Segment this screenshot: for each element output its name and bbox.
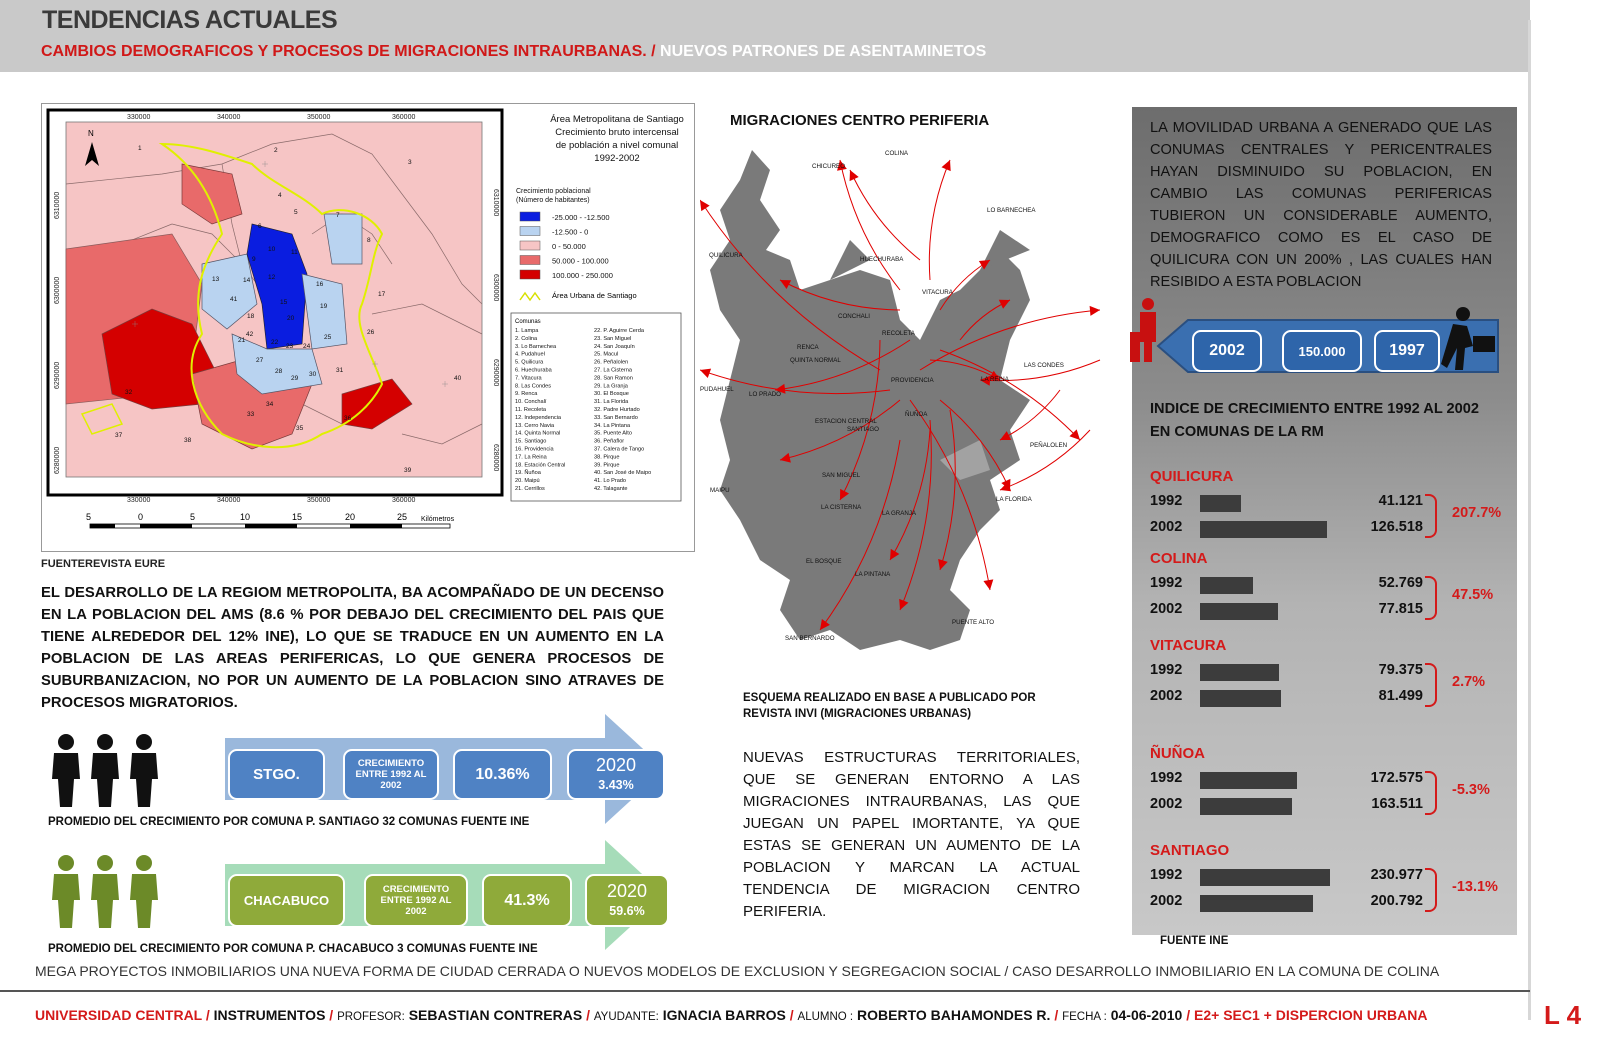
migration-arrowhead <box>700 200 710 211</box>
comuna-item: 21. Cerrillos <box>515 486 545 492</box>
arrow-year-2002: 2002 <box>1192 330 1262 372</box>
population-value: 230.977 <box>1370 867 1423 883</box>
commune-number: 9 <box>252 256 256 263</box>
box-stgo-growth-label: CRECIMIENTO ENTRE 1992 AL 2002 <box>343 749 439 800</box>
footer-divider <box>0 990 1530 992</box>
people-icons-black <box>48 733 166 812</box>
population-bar <box>1200 521 1327 538</box>
migration-arrowhead <box>983 579 993 590</box>
comuna-item: 13. Cerro Navia <box>515 422 555 429</box>
growth-map-svg <box>42 104 694 551</box>
growth-percent: -5.3% <box>1452 782 1490 798</box>
course-name: E2+ SEC1 + DISPERCION URBANA <box>1194 1007 1428 1023</box>
comuna-item: 23. San Miguel <box>594 335 632 342</box>
commune-number: 15 <box>280 299 288 306</box>
comuna-item: 31. La Florida <box>594 399 629 406</box>
box-stgo-2020-year: 2020 <box>595 754 637 775</box>
urban-area-label: Área Urbana de Santiago <box>552 291 637 300</box>
change-bracket <box>1425 771 1437 815</box>
district-label: SANTIAGO <box>847 426 879 433</box>
commune-name: SANTIAGO <box>1150 842 1230 859</box>
map-y-tick: 6310000 <box>54 191 61 219</box>
box-stgo-2020-value: 3.43% <box>598 777 634 792</box>
change-bracket <box>1425 663 1437 707</box>
chart-source: FUENTE INE <box>1160 935 1229 947</box>
commune-number: 12 <box>268 274 276 281</box>
commune-number: 26 <box>367 329 375 336</box>
district-label: MAIPU <box>710 487 730 494</box>
population-bar <box>1200 772 1297 789</box>
scale-tick: 20 <box>345 512 356 522</box>
population-bar <box>1200 895 1313 912</box>
comuna-item: 36. Peñaflor <box>594 438 625 445</box>
district-label: LA GRANJA <box>882 510 917 517</box>
commune-number: 13 <box>212 276 220 283</box>
population-bar <box>1200 577 1253 594</box>
assistant-label: AYUDANTE: <box>593 1011 659 1023</box>
population-value: 41.121 <box>1378 493 1423 509</box>
district-label: PUDAHUEL <box>700 386 734 393</box>
migration-scheme <box>700 140 1120 675</box>
commune-number: 31 <box>336 367 344 374</box>
district-label: RENCA <box>797 344 819 351</box>
commune-number: 34 <box>266 401 274 408</box>
scale-unit: Kilómetros <box>421 516 455 523</box>
comuna-item: 25. Macul <box>594 351 619 358</box>
district-label: EL BOSQUE <box>806 558 842 565</box>
comuna-item: 39. Pirque <box>594 462 620 469</box>
page-subtitle <box>41 43 986 61</box>
year-label: 2002 <box>1150 893 1183 909</box>
comuna-item: 6. Huechuraba <box>515 367 552 374</box>
legend-title: Crecimiento poblacional <box>516 188 591 195</box>
commune-number: 17 <box>378 291 386 298</box>
scale-tick: 5 <box>86 512 92 522</box>
map-y-tick: 6290000 <box>54 361 61 389</box>
comuna-item: 33. San Bernardo <box>594 414 638 421</box>
map-y-tick-right: 6280000 <box>492 444 499 472</box>
migration-scheme-svg <box>700 140 1120 670</box>
comuna-item: 16. Providencia <box>515 446 554 453</box>
commune-number: 33 <box>247 411 255 418</box>
commune-number: 20 <box>287 315 295 322</box>
mobility-paragraph: LA MOVILIDAD URBANA A GENERADO QUE LAS CONUMAS CENTRALES Y PERICENTRALES HAYAN DISMINUIDO SU POBLACION, EN CAMBIO LAS COMUNAS PERIFERICAS TUBIERON UN CONSIDERABLE AUMENTO, DEMOGRAFICO COMO ES EL CASO DE QUILICURA CON UN 200% , LAS CUALES HAN RESIBIDO A ESTA POBLACION <box>1150 120 1492 290</box>
district-label: LA CISTERNA <box>821 504 862 511</box>
box-chacabuco: CHACABUCO <box>228 874 345 927</box>
scale-tick: 0 <box>138 512 144 522</box>
comuna-item: 38. Pirque <box>594 454 620 461</box>
scale-tick: 10 <box>240 512 251 522</box>
comuna-item: 11. Recoleta <box>515 407 546 413</box>
year-label: 2002 <box>1150 601 1183 617</box>
comuna-item: 37. Calera de Tango <box>594 446 645 453</box>
map-x-tick: 340000 <box>217 497 241 504</box>
commune-number: 2 <box>274 147 278 154</box>
commune-number: 10 <box>268 246 276 253</box>
map-x-tick: 350000 <box>307 497 331 504</box>
district-label: PUENTE ALTO <box>952 619 995 626</box>
comuna-item: 40. San José de Maipo <box>594 470 652 477</box>
commune-number: 38 <box>184 437 192 444</box>
district-label: SAN MIGUEL <box>822 472 861 479</box>
change-bracket <box>1425 576 1437 620</box>
year-label: 1992 <box>1150 493 1183 509</box>
district-label: ESTACION CENTRAL <box>815 418 877 425</box>
paragraph-suburbanization: EL DESARROLLO DE LA REGIOM METROPOLITA, BA ACOMPAÑADO DE UN DECENSO EN LA POBLACION DEL AMS (8.6 % POR DEBAJO DEL CRECIMIENTO DEL PAIS QUE TIENE ALREDEDOR DEL 12% INE), LO QUE SE TRADUCE EN UN AUMENTO EN LA POBLACION DE LAS AREAS PERIFERICAS, LO QUE GENERA PROCESOS DE SUBURBANIZACION, NO POR UN AUMENTO DE LA POBLACION SINO ATRAVES DE PROCESOS MIGRATORIOS. <box>41 585 664 711</box>
commune-number: 30 <box>309 371 317 378</box>
year-label: 2002 <box>1150 796 1183 812</box>
map-y-tick-right: 6300000 <box>492 274 499 302</box>
date-label: FECHA : <box>1062 1011 1107 1023</box>
change-bracket <box>1425 868 1437 912</box>
subtitle-red: CAMBIOS DEMOGRAFICOS Y PROCESOS DE MIGRACIONES INTRAURBANAS. / <box>41 43 656 60</box>
commune-number: 16 <box>316 281 324 288</box>
box-stgo-2020 <box>567 749 665 800</box>
year-label: 1992 <box>1150 867 1183 883</box>
subtitle-white: NUEVOS PATRONES DE ASENTAMINETOS <box>660 43 987 60</box>
growth-percent: 47.5% <box>1452 587 1494 603</box>
district-label: HUECHURABA <box>860 256 904 263</box>
district-label: COLINA <box>885 150 909 157</box>
comuna-item: 34. La Pintana <box>594 422 631 429</box>
caption-chacabuco: PROMEDIO DEL CRECIMIENTO POR COMUNA P. CHACABUCO 3 COMUNAS FUENTE INE <box>48 943 538 955</box>
commune-number: 24 <box>303 343 311 350</box>
map-y-tick-right: 6310000 <box>492 189 499 217</box>
population-value: 52.769 <box>1378 575 1423 591</box>
footer-slash: / <box>1186 1007 1191 1023</box>
commune-number: 8 <box>367 237 371 244</box>
commune-number: 5 <box>294 209 298 216</box>
comunas-title: Comunas <box>515 319 541 325</box>
growth-percent: -13.1% <box>1452 879 1498 895</box>
legend-label: 0 - 50.000 <box>552 242 586 251</box>
district-label: QUILICURA <box>709 252 743 259</box>
commune-name: VITACURA <box>1150 637 1227 654</box>
paragraph-territorial: NUEVAS ESTRUCTURAS TERRITORIALES, QUE SE GENERAN ENTORNO A LAS MIGRACIONES INTRAURBANAS, LAS QUE JUEGAN UN PAPEL IMORTANTE, YA QUE ESTAS SE GENERAN UN AUMENTO DE LA POBLACION Y MARCAN LA ACTUAL TENDENCIA DE MIGRACION CENTRO PERIFERIA. <box>743 749 1080 920</box>
growth-map <box>41 103 695 552</box>
population-bar <box>1200 495 1241 512</box>
district-label: CHICUREO <box>812 163 846 170</box>
legend-swatch <box>520 212 540 221</box>
commune-number: 18 <box>247 313 255 320</box>
change-bracket <box>1425 494 1437 538</box>
migration-caption: ESQUEMA REALIZADO EN BASE A PUBLICADO POR REVISTA INVI (MIGRACIONES URBANAS) <box>743 692 1036 720</box>
district-label: SAN BERNARDO <box>785 635 835 642</box>
migration-arrow <box>929 160 950 280</box>
district-label: PROVIDENCIA <box>891 377 934 384</box>
map-title-line: Crecimiento bruto intercensal <box>555 127 679 138</box>
legend-title: (Número de habitantes) <box>516 197 590 204</box>
date: 04-06-2010 <box>1110 1007 1183 1023</box>
comuna-item: 42. Talagante <box>594 486 628 492</box>
commune-number: 37 <box>115 432 123 439</box>
population-value: 81.499 <box>1378 688 1423 704</box>
growth-percent: 207.7% <box>1452 505 1502 521</box>
district-label: LO BARNECHEA <box>987 207 1036 214</box>
commune-name: ÑUÑOA <box>1150 745 1205 762</box>
professor: SEBASTIAN CONTRERAS <box>408 1007 583 1023</box>
commune-number: 6 <box>258 223 262 230</box>
commune-number: 19 <box>320 303 328 310</box>
comuna-item: 14. Quinta Normal <box>515 430 561 437</box>
comuna-item: 28. San Ramon <box>594 375 633 382</box>
map-y-tick: 6300000 <box>54 276 61 304</box>
right-divider <box>1528 20 1531 1020</box>
comuna-item: 22. P. Aguirre Cerda <box>594 328 644 334</box>
commune-name: COLINA <box>1150 550 1208 567</box>
footer-slash: / <box>205 1007 210 1023</box>
population-value: 77.815 <box>1378 601 1423 617</box>
comuna-item: 30. El Bosque <box>594 391 629 398</box>
footer-credits <box>35 1007 1427 1023</box>
box-chacabuco-growth-value: 41.3% <box>482 874 572 927</box>
comuna-item: 15. Santiago <box>515 438 547 445</box>
commune-number: 32 <box>125 389 133 396</box>
district-label: PEÑALOLEN <box>1030 442 1068 449</box>
footer-slash: / <box>329 1007 334 1023</box>
district-label: VITACURA <box>922 289 953 296</box>
population-bar <box>1200 690 1281 707</box>
district-label: LAS CONDES <box>1024 362 1064 369</box>
page-number: L 4 <box>1544 1000 1582 1030</box>
population-value: 172.575 <box>1370 770 1423 786</box>
box-chacabuco-2020 <box>585 874 669 927</box>
commune-number: 28 <box>275 368 283 375</box>
comuna-item: 27. La Cisterna <box>594 367 632 374</box>
commune-number: 22 <box>271 339 279 346</box>
year-label: 1992 <box>1150 662 1183 678</box>
comuna-item: 10. Conchalí <box>515 399 547 406</box>
comuna-item: 12. Independencia <box>515 414 562 421</box>
legend-label: -25.000 - -12.500 <box>552 213 610 222</box>
year-label: 2002 <box>1150 688 1183 704</box>
course-type: INSTRUMENTOS <box>213 1007 326 1023</box>
district-label: ÑUÑOA <box>905 411 928 418</box>
population-value: 163.511 <box>1371 796 1423 812</box>
box-chacabuco-growth-label: CRECIMIENTO ENTRE 1992 AL 2002 <box>364 874 468 927</box>
comuna-item: 32. Padre Hurtado <box>594 407 640 413</box>
university: UNIVERSIDAD CENTRAL <box>35 1007 202 1023</box>
growth-percent: 2.7% <box>1452 674 1486 690</box>
footer-slash: / <box>789 1007 794 1023</box>
scale-tick: 25 <box>397 512 408 522</box>
commune-number: 39 <box>404 467 412 474</box>
population-bar <box>1200 603 1278 620</box>
commune-number: 21 <box>238 337 246 344</box>
commune-number: 3 <box>408 159 412 166</box>
map-y-tick: 6280000 <box>54 446 61 474</box>
migration-title: MIGRACIONES CENTRO PERIFERIA <box>730 112 990 129</box>
legend-label: 100.000 - 250.000 <box>552 271 613 280</box>
population-value: 126.518 <box>1370 519 1423 535</box>
population-value: 200.792 <box>1370 893 1423 909</box>
comuna-item: 35. Puente Alto <box>594 430 632 437</box>
year-label: 1992 <box>1150 770 1183 786</box>
district-label: LA FLORIDA <box>996 496 1032 503</box>
map-x-tick: 330000 <box>127 497 151 504</box>
comuna-item: 4. Pudahuel <box>515 351 545 358</box>
map-title-line: 1992-2002 <box>594 153 640 164</box>
student: ROBERTO BAHAMONDES R. <box>857 1007 1051 1023</box>
legend-swatch <box>520 227 540 236</box>
footer-slash: / <box>1054 1007 1059 1023</box>
district-label: QUINTA NORMAL <box>790 357 841 364</box>
district-label: CONCHALI <box>838 313 870 320</box>
map-title-line: Área Metropolitana de Santiago <box>550 114 684 125</box>
commune-number: 29 <box>291 375 299 382</box>
commune-number: 27 <box>256 357 264 364</box>
comuna-item: 19. Ñuñoa <box>515 470 541 477</box>
migration-arrow <box>850 170 920 260</box>
commune-number: 42 <box>246 331 254 338</box>
box-chacabuco-2020-year: 2020 <box>606 880 648 901</box>
population-bar <box>1200 664 1279 681</box>
arrow-year-1997: 1997 <box>1374 330 1440 372</box>
arrow-value: 150.000 <box>1282 330 1362 372</box>
comuna-item: 17. La Reina <box>515 454 547 461</box>
comuna-item: 3. Lo Barnechea <box>515 343 557 350</box>
year-label: 2002 <box>1150 519 1183 535</box>
box-stgo: STGO. <box>228 749 325 800</box>
migration-arrowhead <box>1090 306 1100 316</box>
comuna-item: 8. Las Condes <box>515 383 552 390</box>
comuna-item: 24. San Joaquín <box>594 343 635 350</box>
map-title-line: de población a nivel comunal <box>555 140 679 151</box>
commune-number: 36 <box>344 415 352 422</box>
scale-tick: 5 <box>190 512 196 522</box>
legend-label: 50.000 - 100.000 <box>552 256 609 266</box>
people-icons-green <box>48 854 166 933</box>
comuna-item: 1. Lampa <box>515 328 539 334</box>
legend-swatch <box>520 241 540 250</box>
comuna-item: 2. Colina <box>515 335 538 342</box>
professor-label: PROFESOR: <box>337 1011 405 1023</box>
commune-name: QUILICURA <box>1150 468 1234 485</box>
comuna-item: 29. La Granja <box>594 383 628 390</box>
commune-number: 35 <box>296 425 304 432</box>
district-label: LA PINTANA <box>855 571 891 578</box>
map-x-tick: 360000 <box>392 114 416 121</box>
commune-number: 14 <box>243 277 251 284</box>
comuna-item: 20. Maipú <box>515 478 540 485</box>
caption-stgo: PROMEDIO DEL CRECIMIENTO POR COMUNA P. SANTIAGO 32 COMUNAS FUENTE INE <box>48 816 530 828</box>
comuna-item: 9. Renca <box>515 391 538 398</box>
district-label: LO PRADO <box>749 391 781 398</box>
map-x-tick: 350000 <box>307 114 331 121</box>
page-title: TENDENCIAS ACTUALES <box>42 6 338 34</box>
scale-tick: 15 <box>292 512 303 522</box>
commune-number: 7 <box>336 212 340 219</box>
map-x-tick: 360000 <box>392 497 416 504</box>
legend-swatch <box>520 270 540 279</box>
map-y-tick-right: 6290000 <box>492 359 499 387</box>
map-source: FUENTEREVISTA EURE <box>41 558 166 570</box>
district-label: LA REINA <box>981 376 1009 383</box>
project-title-line: MEGA PROYECTOS INMOBILIARIOS UNA NUEVA FORMA DE CIUDAD CERRADA O NUEVOS MODELOS DE EXCLUSION Y SEGREGACION SOCIAL / CASO DESARROLLO INMOBILIARIO EN LA COMUNA DE COLINA <box>35 963 1440 979</box>
north-label: N <box>88 129 94 138</box>
commune-number: 4 <box>278 192 282 199</box>
commune-number: 23 <box>286 343 294 350</box>
population-bar <box>1200 869 1330 886</box>
comuna-item: 7. Vitacura <box>515 375 542 382</box>
commune-number: 25 <box>324 334 332 341</box>
commune-number: 11 <box>291 249 298 256</box>
legend-swatch <box>520 256 540 265</box>
population-value: 79.375 <box>1378 662 1423 678</box>
comuna-item: 41. Lo Prado <box>594 478 627 485</box>
commune-number: 41 <box>230 296 238 303</box>
year-label: 1992 <box>1150 575 1183 591</box>
map-x-tick: 340000 <box>217 114 241 121</box>
comuna-item: 26. Peñalolen <box>594 359 629 366</box>
district-label: RECOLETA <box>882 330 915 337</box>
box-chacabuco-2020-value: 59.6% <box>609 903 645 918</box>
map-x-tick: 330000 <box>127 114 151 121</box>
box-stgo-growth-value: 10.36% <box>453 749 552 800</box>
commune-number: 40 <box>454 375 462 382</box>
footer-slash: / <box>586 1007 590 1023</box>
comuna-item: 5. Quilicura <box>515 359 544 366</box>
person-with-luggage-icon <box>1130 298 1156 362</box>
commune-number: 1 <box>138 145 142 152</box>
population-bar <box>1200 798 1292 815</box>
assistant: IGNACIA BARROS <box>662 1007 786 1023</box>
legend-label: -12.500 - 0 <box>552 227 589 237</box>
comuna-item: 18. Estación Central <box>515 462 566 469</box>
growth-index-title: INDICE DE CRECIMIENTO ENTRE 1992 AL 2002 EN COMUNAS DE LA RM <box>1150 401 1479 440</box>
student-label: ALUMNO : <box>797 1011 854 1023</box>
